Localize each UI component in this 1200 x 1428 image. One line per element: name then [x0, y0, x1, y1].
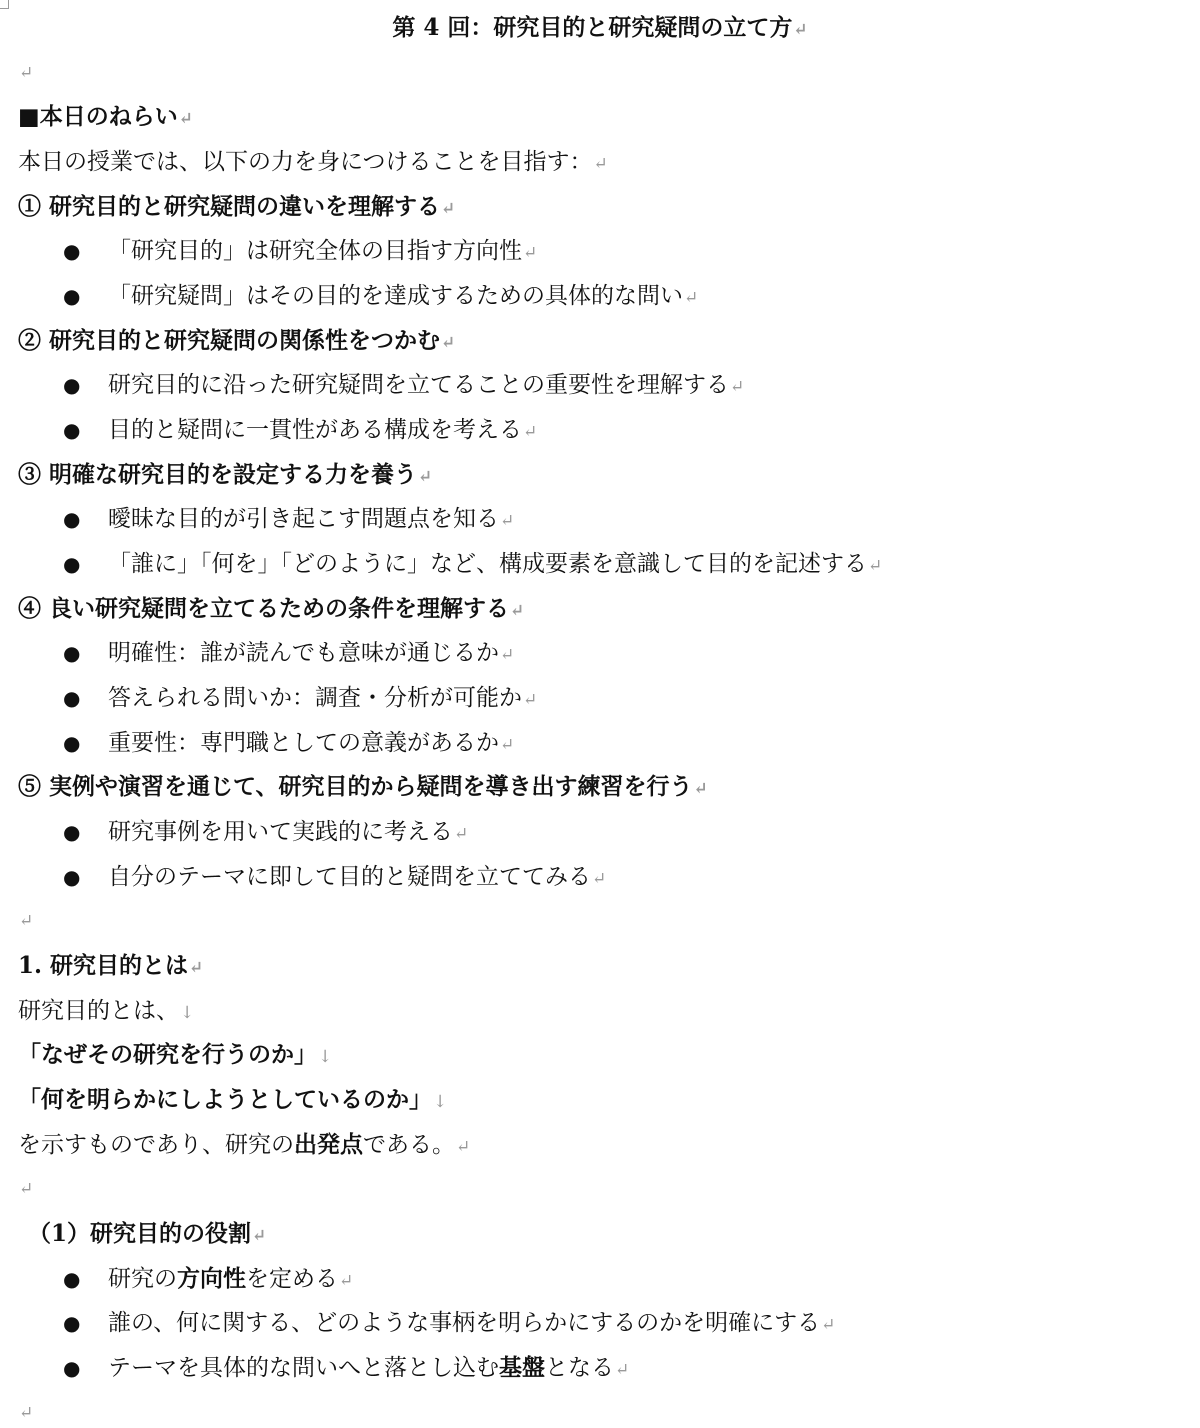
bullet-icon: ● [63, 373, 81, 397]
list-item: ● 重要性：専門職としての意義があるか↵ [63, 730, 515, 756]
paragraph-mark-icon: ↵ [456, 1137, 471, 1157]
line-break-icon: ↓ [318, 1047, 333, 1067]
list-item: ● 誰の、何に関する、どのような事柄を明らかにするのかを明確にする↵ [63, 1310, 836, 1336]
bullet-icon: ● [63, 1267, 81, 1291]
paragraph-mark-icon: ↵ [592, 869, 607, 889]
section-text-line: 「なぜその研究を行うのか」↓ [18, 1041, 333, 1068]
subsection-heading: （1）研究目的の役割↵ [28, 1220, 267, 1247]
bullet-icon: ● [63, 507, 81, 531]
document-title: 第 4 回：研究目的と研究疑問の立て方↵ [392, 14, 808, 41]
line-break-icon: ↓ [180, 1003, 195, 1023]
paragraph-mark-icon: ↵ [684, 288, 699, 308]
paragraph-mark-icon: ↵ [730, 377, 745, 397]
paragraph-mark-icon: ↵ [252, 1226, 267, 1246]
list-item: ● 研究の方向性を定める↵ [63, 1265, 354, 1292]
bullet-icon: ● [63, 418, 81, 442]
goal-heading: ⑤ 実例や演習を通じて、研究目的から疑問を導き出す練習を行う↵ [18, 773, 708, 800]
list-item: ● 自分のテーマに即して目的と疑問を立ててみる↵ [63, 864, 607, 890]
aims-intro: 本日の授業では、以下の力を身につけることを目指す：↵ [18, 149, 608, 175]
paragraph-mark-icon: ↵ [523, 422, 538, 442]
empty-paragraph [0, 1398, 1200, 1423]
paragraph-mark-icon: ↵ [19, 1179, 34, 1199]
paragraph-mark-icon: ↵ [441, 199, 456, 219]
line-break-icon: ↓ [433, 1092, 448, 1112]
paragraph-mark-icon: ↵ [523, 690, 538, 710]
bullet-icon: ● [63, 641, 81, 665]
section-text-line: 研究目的とは、↓ [18, 998, 195, 1024]
list-item: ● 目的と疑問に一貫性がある構成を考える↵ [63, 417, 538, 443]
paragraph-mark-icon: ↵ [178, 109, 193, 129]
paragraph-mark-icon: ↵ [19, 63, 34, 83]
goal-heading: ③ 明確な研究目的を設定する力を養う↵ [18, 461, 433, 488]
paragraph-mark-icon: ↵ [189, 958, 204, 978]
section-text-line: を示すものであり、研究の出発点である。↵ [18, 1131, 471, 1158]
paragraph-mark-icon: ↵ [523, 243, 538, 263]
paragraph-mark-icon: ↵ [500, 645, 515, 665]
paragraph-mark-icon: ↵ [868, 556, 883, 576]
paragraph-mark-icon: ↵ [793, 20, 808, 40]
paragraph-mark-icon: ↵ [693, 779, 708, 799]
bullet-icon: ● [63, 820, 81, 844]
paragraph-mark-icon: ↵ [19, 1403, 34, 1423]
paragraph-mark-icon: ↵ [441, 333, 456, 353]
bullet-icon: ● [63, 1311, 81, 1335]
list-item: ● 答えられる問いか：調査・分析が可能か↵ [63, 685, 538, 711]
bullet-icon: ● [63, 552, 81, 576]
list-item: ● 「研究疑問」はその目的を達成するための具体的な問い↵ [63, 283, 699, 309]
paragraph-mark-icon: ↵ [339, 1271, 354, 1291]
page-corner-mark [0, 0, 9, 9]
section-text-line: 「何を明らかにしようとしているのか」↓ [18, 1086, 448, 1113]
bullet-icon: ● [63, 865, 81, 889]
goal-heading: ② 研究目的と研究疑問の関係性をつかむ↵ [18, 327, 456, 354]
bullet-icon: ● [63, 731, 81, 755]
paragraph-mark-icon: ↵ [19, 911, 34, 931]
list-item: ● 明確性：誰が読んでも意味が通じるか↵ [63, 640, 515, 666]
list-item: ● 「誰に」「何を」「どのように」など、構成要素を意識して目的を記述する↵ [63, 551, 883, 577]
goal-heading: ④ 良い研究疑問を立てるための条件を理解する↵ [18, 595, 525, 622]
section-heading: 1. 研究目的とは↵ [18, 952, 204, 979]
paragraph-mark-icon: ↵ [615, 1360, 630, 1380]
list-item: ● 「研究目的」は研究全体の目指す方向性↵ [63, 238, 538, 264]
goal-heading: ① 研究目的と研究疑問の違いを理解する↵ [18, 193, 456, 220]
paragraph-mark-icon: ↵ [454, 824, 469, 844]
aims-heading: ■本日のねらい↵ [18, 103, 193, 130]
paragraph-mark-icon: ↵ [500, 511, 515, 531]
list-item: ● 研究事例を用いて実践的に考える↵ [63, 819, 469, 845]
bullet-icon: ● [63, 284, 81, 308]
bullet-icon: ● [63, 686, 81, 710]
empty-paragraph [0, 906, 1200, 936]
list-item: ● テーマを具体的な問いへと落とし込む基盤となる↵ [63, 1354, 630, 1381]
list-item: ● 研究目的に沿った研究疑問を立てることの重要性を理解する↵ [63, 372, 745, 398]
bullet-icon: ● [63, 239, 81, 263]
empty-paragraph [0, 1174, 1200, 1204]
list-item: ● 曖昧な目的が引き起こす問題点を知る↵ [63, 506, 515, 532]
paragraph-mark-icon: ↵ [821, 1315, 836, 1335]
bullet-icon: ● [63, 1356, 81, 1380]
paragraph-mark-icon: ↵ [418, 467, 433, 487]
paragraph-mark-icon: ↵ [510, 601, 525, 621]
paragraph-mark-icon: ↵ [500, 735, 515, 755]
paragraph-mark-icon: ↵ [593, 154, 608, 174]
